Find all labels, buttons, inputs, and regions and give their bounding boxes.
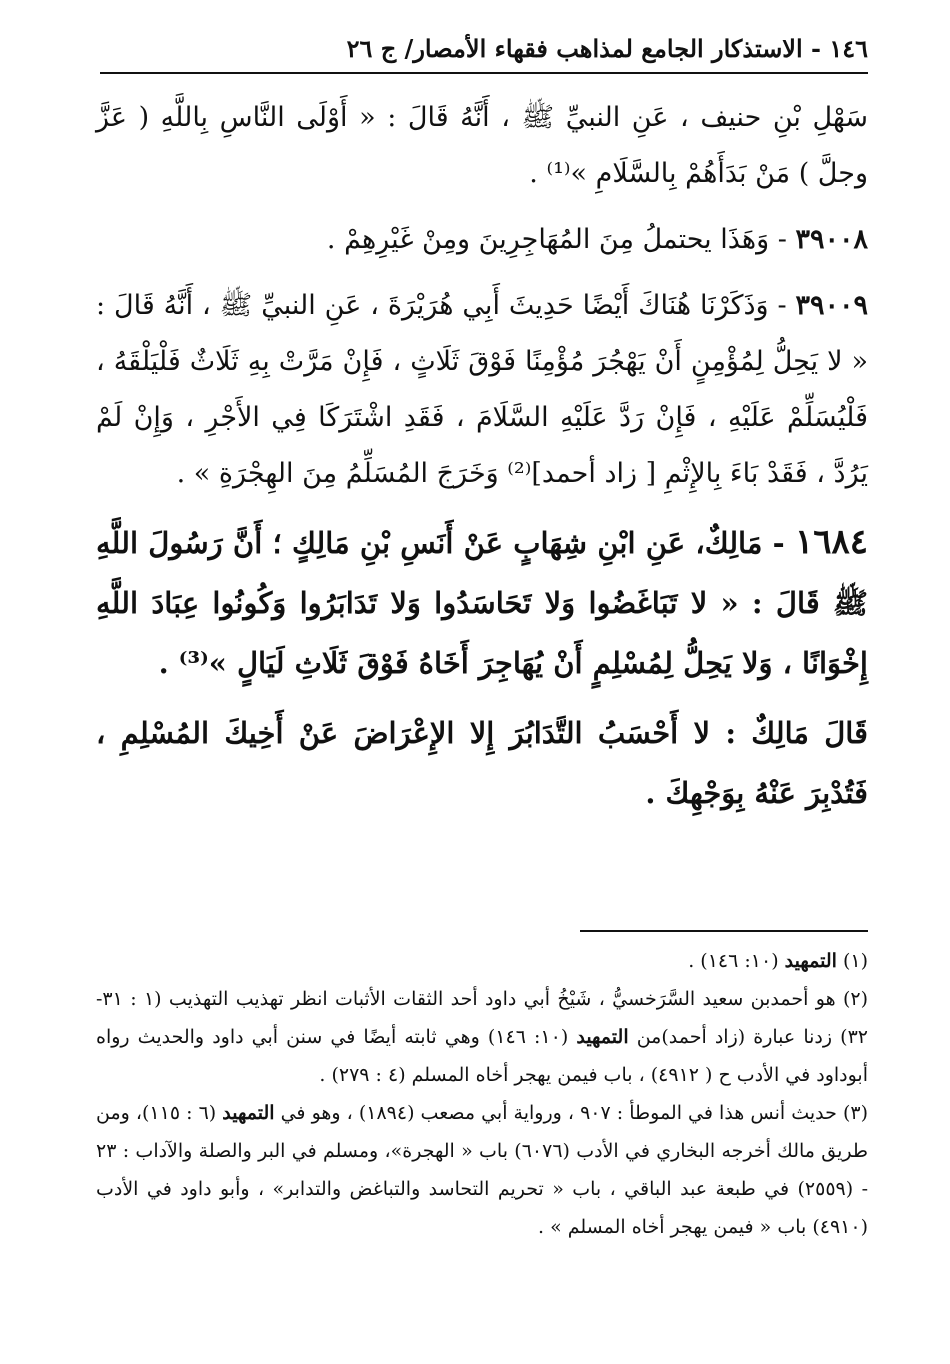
hadith-number: ١٦٨٤	[794, 522, 868, 562]
paragraph-text: - وَهَذَا يحتملُ مِنَ المُهَاجِرِينَ ومِنْ غَيْرِهِمْ .	[326, 224, 796, 255]
footnote-text: حديث أنس هذا في الموطأ : ٩٠٧ ، ورواية أبي مصعب (١٨٩٤) ، وهو في	[274, 1102, 843, 1124]
page-header	[100, 28, 868, 74]
footnote-source-title: التمهيد	[784, 950, 837, 972]
paragraph-number: ٣٩٠٠٩	[795, 290, 868, 321]
main-text	[96, 90, 868, 833]
footnotes	[96, 942, 868, 1246]
running-header-title: ١٤٦ - الاستذكار الجامع لمذاهب فقهاء الأمصار/ ج ٢٦	[346, 34, 868, 63]
footnote-3	[96, 1094, 868, 1246]
footnote-source-title: التمهيد	[222, 1102, 275, 1124]
footnote-text: هو أحمدبن سعيد السَّرَخسيُّ ، شَيْخُ أبي داود أحد الثقات الأثبات انظر تهذيب التهذيب (١ : ٣١- ٣٢) زدنا عبارة (زاد أحمد)من	[96, 988, 868, 1048]
footnote-1	[96, 942, 868, 980]
paragraph-text: - مَالِكٌ، عَنِ ابْنِ شِهَابٍ عَنْ أَنَسِ بْنِ مَالِكٍ ؛ أَنَّ رَسُولَ اللَّهِ ﷺ قَالَ : « لا تَبَاغَضُوا وَلا تَحَاسَدُوا وَلا تَدَابَرُوا وَكُونُوا عِبَادَ اللَّهِ إِخْوَانًا ، وَلا يَحِلُّ لِمُسْلِمٍ أَنْ يُهَاجِرَ أَخَاهُ فَوْقَ ثَلَاثِ لَيَالٍ »⁽³⁾ .	[96, 526, 868, 680]
footnote-text: (١٠: ١٤٦) وهي ثابته أيضًا في سنن أبي داود والحديث رواه أبوداود في الأدب ح ( ٤٩١٢) ، باب فيمن يهجر أخاه المسلم (٤ : ٢٧٩) .	[96, 1026, 868, 1086]
footnote-source-title: التمهيد	[576, 1026, 629, 1048]
paragraph-hadith-sahl: سَهْلِ بْنِ حنيف ، عَنِ النبيِّ ﷺ ، أَنَّهُ قَالَ : « أَوْلَى النَّاسِ بِاللَّهِ ( عَزَّ وجلَّ ) مَنْ بَدَأَهُمْ بِالسَّلَامِ »⁽¹⁾ .	[96, 102, 868, 189]
footnote-separator	[580, 930, 868, 932]
footnote-text: (١٠: ١٤٦) .	[688, 950, 785, 972]
paragraph-39009	[96, 278, 868, 502]
paragraph-malik-comment: قَالَ مَالِكٌ : لا أَحْسَبُ التَّدَابُرَ إِلا الإِعْرَاضَ عَنْ أَخِيكَ المُسْلِمِ ، فَتُدْبِرَ عَنْهُ بِوَجْهِكَ .	[96, 716, 868, 810]
paragraph-text: - وَذَكَرْنَا هُنَاكَ أَيْضًا حَدِيثَ أَبِي هُرَيْرَةَ ، عَنِ النبيِّ ﷺ ، أَنَّهُ قَالَ : « لا يَحِلُّ لِمُؤْمِنٍ أَنْ يَهْجُرَ مُؤْمِنًا فَوْقَ ثَلَاثٍ ، فَإِنْ مَرَّتْ بِهِ ثَلَاثٌ فَلْيَلْقَهُ ، فَلْيُسَلِّمْ عَلَيْهِ ، فَإِنْ رَدَّ عَلَيْهِ السَّلَامَ ، فَقَدِ اشْتَرَكَا فِي الأَجْرِ ، وَإِنْ لَمْ يَرُدَّ ، فَقَدْ بَاءَ بِالإِثْمِ [ زاد أحمد]⁽²⁾ وَخَرَجَ المُسَلِّمُ مِنَ الهِجْرَةِ » .	[96, 290, 868, 489]
footnote-marker: (٢)	[842, 988, 868, 1010]
paragraph-number: ٣٩٠٠٨	[795, 224, 868, 255]
footnote-text: (٦ : ١١٥)، ومن طريق مالك أخرجه البخاري في الأدب (٦٠٧٦) باب « الهجرة»، ومسلم في البر والصلة والآداب : ٢٣ - (٢٥٥٩) في طبعة عبد الباقي ، باب « تحريم التحاسد والتباغض والتدابر» ، وأبو داود في الأدب (٤٩١٠) باب « فيمن يهجر أخاه المسلم » .	[96, 1102, 868, 1238]
paragraph-1684	[96, 512, 868, 693]
paragraph-39008	[96, 212, 868, 268]
footnote-2	[96, 980, 868, 1094]
footnote-marker: (٣)	[842, 1102, 869, 1124]
footnote-marker: (١)	[842, 950, 868, 972]
